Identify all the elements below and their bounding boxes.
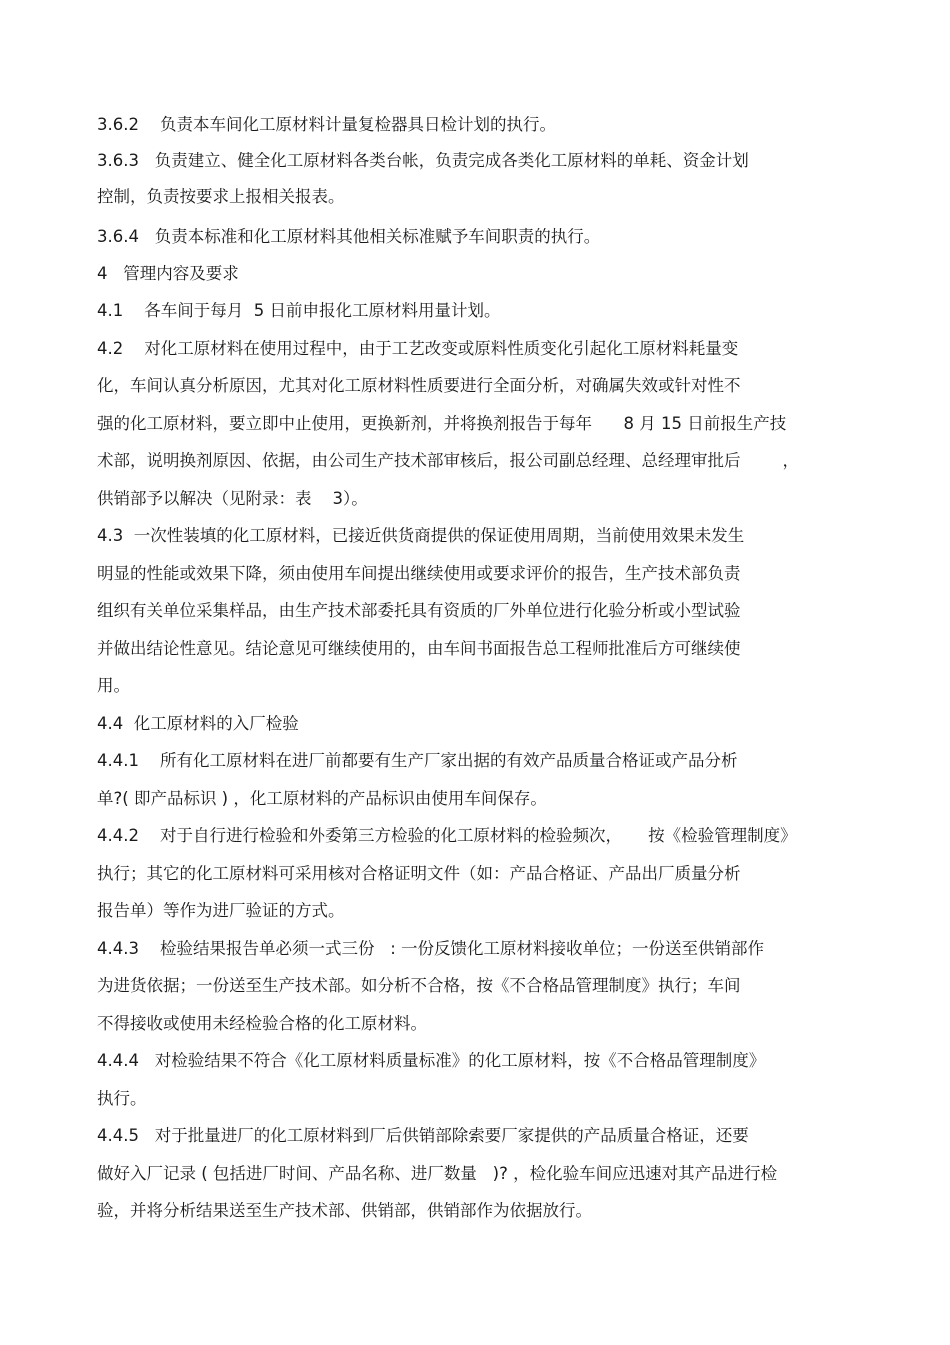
text-line: 4.2 对化工原材料在使用过程中，由于工艺改变或原料性质变化引起化工原材料耗量变 [97,339,739,358]
text-line: 4.4.5 对于批量进厂的化工原材料到厂后供销部除索要厂家提供的产品质量合格证，还要 [97,1126,749,1145]
text-line: 组织有关单位采集样品，由生产技术部委托具有资质的厂外单位进行化验分析或小型试验 [97,601,741,620]
text-line: 验，并将分析结果送至生产技术部、供销部，供销部作为依据放行。 [97,1201,592,1220]
text-line: 3.6.3 负责建立、健全化工原材料各类台帐，负责完成各类化工原材料的单耗、资金计划 [97,151,749,170]
text-line: 术部，说明换剂原因、依据，由公司生产技术部审核后，报公司副总经理、总经理审批后 ， [97,451,799,470]
text-line: 3.6.4 负责本标准和化工原材料其他相关标准赋予车间职责的执行。 [97,227,601,246]
text-line: 4.4.4 对检验结果不符合《化工原材料质量标准》的化工原材料，按《不合格品管理制度》 [97,1051,766,1070]
section-heading: 4.4 化工原材料的入厂检验 [97,714,299,733]
text-line: 4.1 各车间于每月 5 日前申报化工原材料用量计划。 [97,301,501,320]
text-line: 3.6.2 负责本车间化工原材料计量复检器具日检计划的执行。 [97,115,556,134]
text-line: 强的化工原材料，要立即中止使用，更换新剂，并将换剂报告于每年 8 月 15 日前报生产技 [97,414,787,433]
text-line: 做好入厂记录 ( 包括进厂时间、产品名称、进厂数量 )? ，检化验车间应迅速对其产品进行检 [97,1164,778,1183]
text-line: 不得接收或使用未经检验合格的化工原材料。 [97,1014,427,1033]
text-line: 4.3 一次性装填的化工原材料，已接近供货商提供的保证使用周期，当前使用效果未发生 [97,526,745,545]
text-line: 4.4.1 所有化工原材料在进厂前都要有生产厂家出据的有效产品质量合格证或产品分析 [97,751,738,770]
text-line: 执行；其它的化工原材料可采用核对合格证明文件（如：产品合格证、产品出厂质量分析 [97,864,741,883]
text-line: 执行。 [97,1089,147,1108]
text-line: 4.4.2 对于自行进行检验和外委第三方检验的化工原材料的检验频次， 按《检验管理制度》 [97,826,797,845]
text-line: 为进货依据；一份送至生产技术部。如分析不合格，按《不合格品管理制度》执行；车间 [97,976,741,995]
text-line: 单?( 即产品标识 ) ，化工原材料的产品标识由使用车间保存。 [97,789,547,808]
text-line: 化，车间认真分析原因，尤其对化工原材料性质要进行全面分析，对确属失效或针对性不 [97,376,741,395]
text-line: 控制，负责按要求上报相关报表。 [97,187,345,206]
section-heading: 4 管理内容及要求 [97,264,239,283]
text-line: 明显的性能或效果下降，须由使用车间提出继续使用或要求评价的报告，生产技术部负责 [97,564,741,583]
text-line: 报告单）等作为进厂验证的方式。 [97,901,345,920]
text-line: 4.4.3 检验结果报告单必须一式三份 : 一份反馈化工原材料接收单位；一份送至供销部作 [97,939,765,958]
text-line: 用。 [97,676,130,695]
text-line: 并做出结论性意见。结论意见可继续使用的，由车间书面报告总工程师批准后方可继续使 [97,639,741,658]
text-line: 供销部予以解决（见附录：表 3）。 [97,489,368,508]
